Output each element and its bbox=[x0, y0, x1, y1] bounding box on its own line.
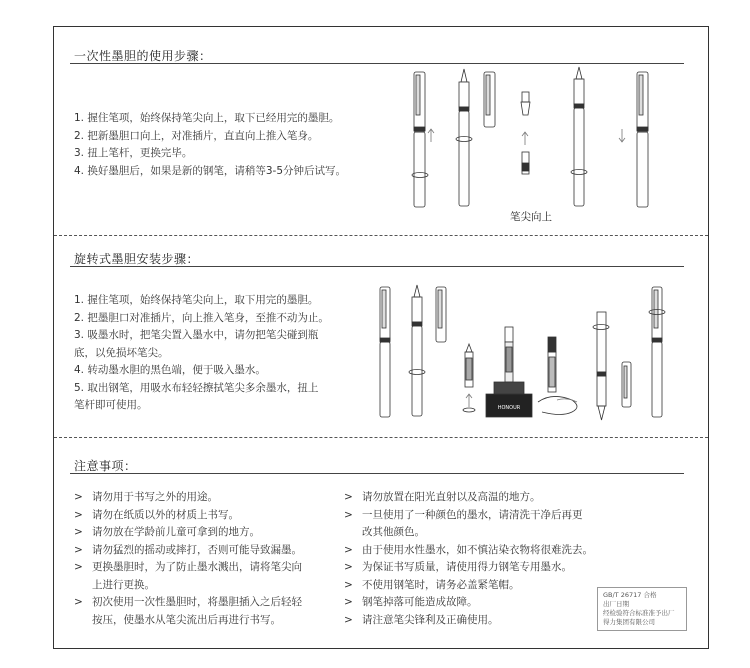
stamp-line: 得力集团有限公司 bbox=[603, 618, 655, 626]
chevron-right-icon: > bbox=[344, 578, 353, 591]
note-item: > 请注意笔尖锋利及正确使用。 bbox=[344, 612, 644, 630]
chevron-right-icon: > bbox=[344, 543, 353, 556]
section3-underline bbox=[70, 473, 684, 474]
notes-left-column bbox=[74, 489, 344, 629]
note-item: > 初次使用一次性墨胆时，将墨胆插入之后轻轻 按压，使墨水从笔尖流出后再进行书写。 bbox=[74, 596, 302, 626]
ink-bottle-label: HONOUR bbox=[497, 405, 521, 411]
nib-up-caption: 笔尖向上 bbox=[510, 211, 552, 223]
section3-title: 注意事项： bbox=[74, 459, 137, 473]
note-item: > 更换墨胆时，为了防止墨水溅出，请将笔尖向 上进行更换。 bbox=[74, 561, 302, 591]
section1-steps bbox=[74, 110, 346, 180]
note-item: > 请勿放在学龄前儿童可拿到的地方。 bbox=[74, 524, 344, 542]
chevron-right-icon: > bbox=[74, 561, 83, 573]
section2-steps bbox=[74, 292, 329, 415]
note-item: > 一旦使用了一种颜色的墨水，请清洗干净后再更 改其他颜色。 bbox=[344, 508, 583, 538]
step-item-continued: 底，以免损坏笔尖。 bbox=[74, 346, 169, 359]
section1-underline bbox=[70, 63, 684, 64]
step-item: 2. 把墨胆口对准插片，向上推入笔身，至推不动为止。 bbox=[74, 311, 329, 324]
stamp-line: GB/T 26717 合格 bbox=[603, 591, 657, 599]
chevron-right-icon: > bbox=[74, 526, 83, 538]
section1-title: 一次性墨胆的使用步骤： bbox=[74, 49, 212, 63]
note-item: > 请勿放置在阳光直射以及高温的地方。 bbox=[344, 489, 644, 507]
step-item: 3. 吸墨水时，把笔尖置入墨水中，请勿把笔尖碰到瓶 bbox=[74, 329, 319, 341]
step-item: 2. 把新墨胆口向上，对准插片，直直向上推入笔身。 bbox=[74, 129, 319, 142]
note-item: > 钢笔掉落可能造成故障。 bbox=[344, 594, 644, 612]
note-item: > 请勿用于书写之外的用途。 bbox=[74, 489, 344, 507]
chevron-right-icon: > bbox=[74, 508, 83, 521]
section1-pen-illustrations bbox=[404, 67, 704, 227]
step-item: 3. 扭上笔杆，更换完毕。 bbox=[74, 147, 193, 159]
note-item: > 为保证书写质量，请使用得力钢笔专用墨水。 bbox=[344, 559, 644, 577]
section-divider bbox=[54, 235, 708, 236]
chevron-right-icon: > bbox=[344, 508, 353, 521]
chevron-right-icon: > bbox=[344, 613, 353, 626]
section-divider bbox=[54, 437, 708, 438]
note-item: > 请勿在纸质以外的材质上书写。 bbox=[74, 507, 344, 525]
stamp-line: 经检验符合标准准予出厂 bbox=[603, 609, 675, 617]
quality-stamp bbox=[597, 587, 687, 631]
instruction-card bbox=[53, 26, 709, 649]
chevron-right-icon: > bbox=[344, 491, 353, 503]
step-item: 5. 取出钢笔，用吸水布轻轻擦拭笔尖多余墨水，扭上 bbox=[74, 381, 319, 394]
stamp-line: 出厂日期 bbox=[603, 600, 629, 608]
chevron-right-icon: > bbox=[344, 596, 353, 608]
chevron-right-icon: > bbox=[344, 561, 353, 573]
chevron-right-icon: > bbox=[74, 491, 83, 503]
section2-underline bbox=[70, 266, 684, 267]
note-item: > 由于使用水性墨水，如不慎沾染衣物将很难洗去。 bbox=[344, 542, 644, 560]
section2-pen-illustrations bbox=[372, 282, 692, 422]
note-item: > 请勿猛烈的摇动或摔打，否则可能导致漏墨。 bbox=[74, 542, 344, 560]
section2-title: 旋转式墨胆安装步骤： bbox=[74, 252, 200, 266]
step-item-continued: 笔杆即可使用。 bbox=[74, 399, 148, 411]
note-item: > 不使用钢笔时，请务必盖紧笔帽。 bbox=[344, 577, 644, 595]
step-item: 1. 握住笔项，始终保持笔尖向上，取下用完的墨胆。 bbox=[74, 294, 319, 306]
chevron-right-icon: > bbox=[74, 596, 83, 608]
step-item: 4. 换好墨胆后，如果是新的钢笔，请稍等3-5分钟后试写。 bbox=[74, 164, 347, 177]
chevron-right-icon: > bbox=[74, 543, 83, 556]
step-item: 4. 转动墨水胆的黑色端，便于吸入墨水。 bbox=[74, 364, 266, 376]
step-item: 1. 握住笔项，始终保持笔尖向上，取下已经用完的墨胆。 bbox=[74, 112, 340, 124]
